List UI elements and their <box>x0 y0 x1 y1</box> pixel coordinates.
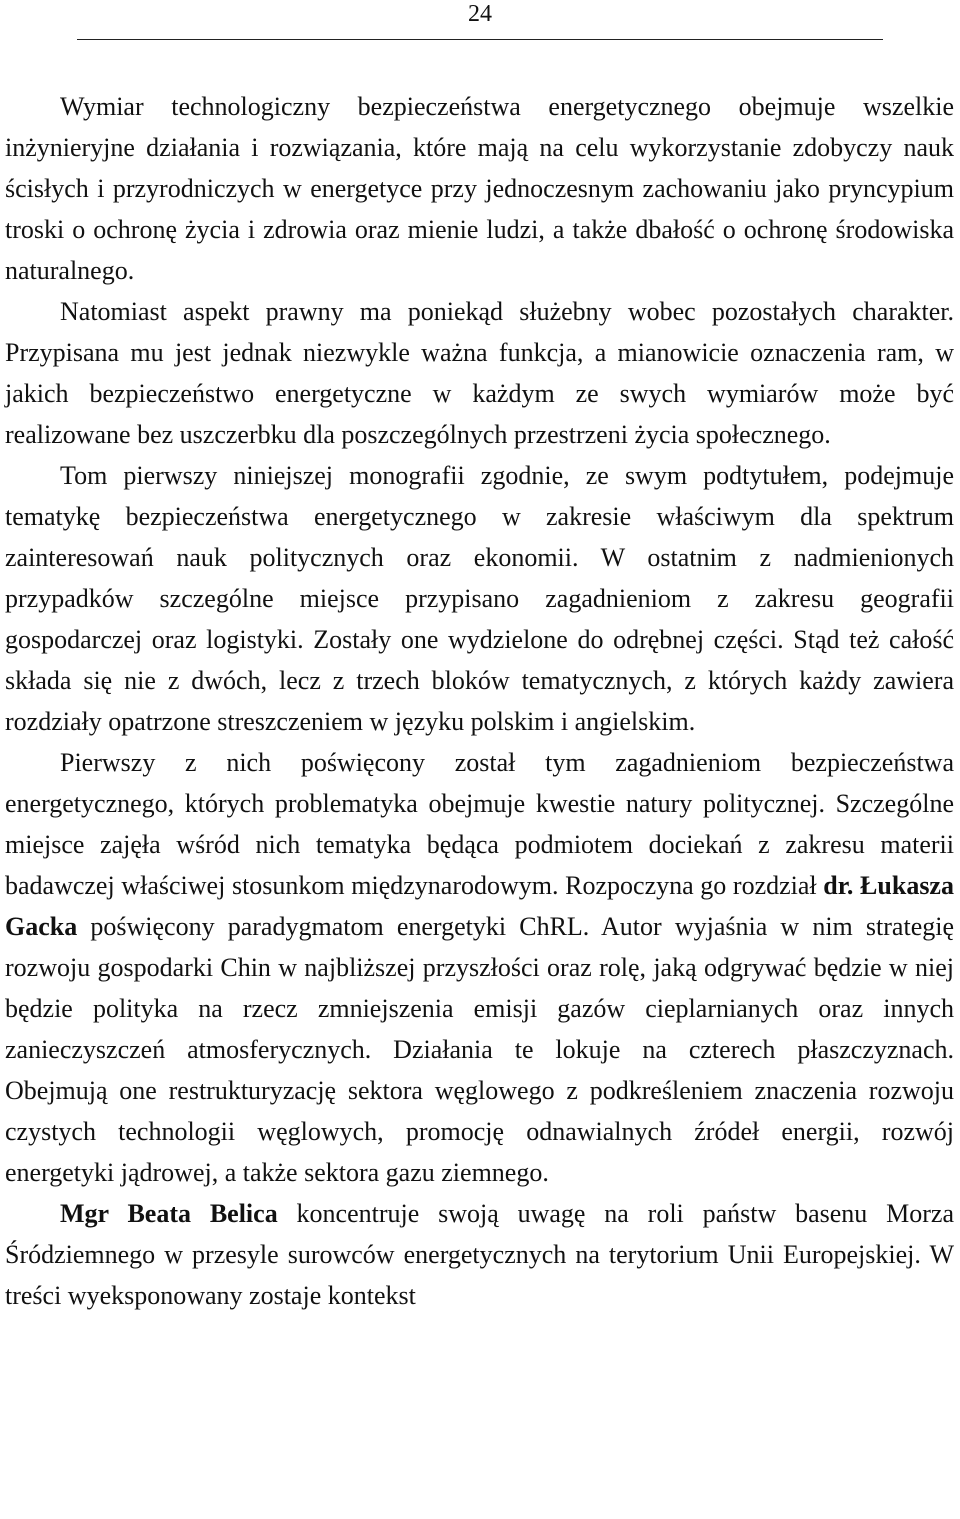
body-text <box>5 86 954 1316</box>
author-name-belica: Mgr Beata Belica <box>60 1199 278 1228</box>
header-rule <box>77 39 883 40</box>
paragraph-first-block <box>5 742 954 1193</box>
paragraph-volume-overview: Tom pierwszy niniejszej monografii zgodnie, ze swym podtytułem, podejmuje tematykę bezpieczeństwa energetycznego w zakresie właściwym dla spektrum zainteresowań nauk politycznych oraz ekonomii. W ostatnim z nadmienionych przypadków szczególne miejsce przypisano zagadnieniom z zakresu geografii gospodarczej oraz logistyki. Zostały one wydzielone do odrębnej części. Stąd też całość składa się nie z dwóch, lecz z trzech bloków tematycznych, z których każdy zawiera rozdziały opatrzone streszczeniem w języku polskim i angielskim. <box>5 461 954 736</box>
author-name-gacek: dr. Łukasza Gacka <box>5 871 954 941</box>
paragraph-technological-dimension: Wymiar technologiczny bezpieczeństwa energetycznego obejmuje wszelkie inżynieryjne działania i rozwiązania, które mają na celu wykorzystanie zdobyczy nauk ścisłych i przyrodniczych w energetyce przy jednoczesnym zachowaniu jako pryncypium troski o ochronę życia i zdrowia oraz mienie ludzi, a także dbałość o ochronę środowiska naturalnego. <box>5 92 954 285</box>
paragraph-legal-aspect: Natomiast aspekt prawny ma poniekąd służebny wobec pozostałych charakter. Przypisana mu jest jednak niezwykle ważna funkcja, a mianowicie oznaczenia ram, w jakich bezpieczeństwo energetyczne w każdym ze swych wymiarów może być realizowane bez uszczerbku dla poszczególnych przestrzeni życia społecznego. <box>5 297 954 449</box>
page-number: 24 <box>468 1 492 27</box>
paragraph-first-block-text-after: poświęcony paradygmatom energetyki ChRL. Autor wyjaśnia w nim strategię rozwoju gospodarki Chin w najbliższej przyszłości oraz rolę, jaką odgrywać będzie w niej będzie polityka na rzecz zmniejszenia emisji gazów cieplarnianych oraz innych zanieczyszczeń atmosferycznych. Działania te lokuje na czterech płaszczyznach. Obejmują one restrukturyzację sektora węglowego z podkreśleniem znaczenia rozwoju czystych technologii węglowych, promocję odnawialnych źródeł energii, rozwój energetyki jądrowej, a także sektora gazu ziemnego. <box>5 912 954 1187</box>
paragraph-belica-text: koncentruje swoją uwagę na roli państw basenu Morza Śródziemnego w przesyle surowców energetycznych na terytorium Unii Europejskiej. W treści wyeksponowany zostaje kontekst <box>5 1199 954 1310</box>
paragraph-belica <box>5 1193 954 1316</box>
paragraph-first-block-text-before: Pierwszy z nich poświęcony został tym zagadnieniom bezpieczeństwa energetycznego, których problematyka obejmuje kwestie natury politycznej. Szczególne miejsce zajęła wśród nich tematyka będąca podmiotem dociekań z zakresu materii badawczej właściwej stosunkom międzynarodowym. Rozpoczyna go rozdział <box>5 748 954 900</box>
